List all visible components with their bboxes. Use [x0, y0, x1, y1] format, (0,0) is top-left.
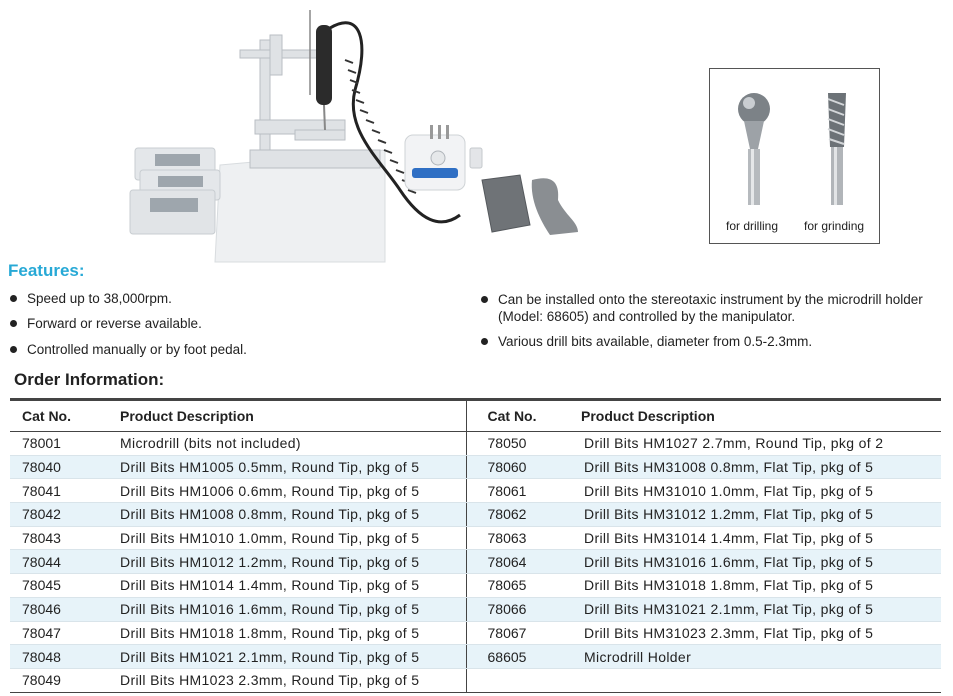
- table-row: [10, 503, 941, 527]
- description-cell: Drill Bits HM1027 2.7mm, Round Tip, pkg of 2: [566, 432, 941, 456]
- cat-no-cell: 78061: [466, 479, 566, 503]
- round-tip-bit: [738, 93, 770, 205]
- cat-no-cell: 78063: [466, 526, 566, 550]
- table-row: [10, 432, 941, 456]
- description-cell: Drill Bits HM31021 2.1mm, Flat Tip, pkg of 5: [566, 597, 941, 621]
- description-cell: Drill Bits HM31016 1.6mm, Flat Tip, pkg of 5: [566, 550, 941, 574]
- drilling-caption: for drilling: [726, 219, 779, 233]
- cat-no-cell: 78049: [10, 668, 96, 692]
- order-information-heading: Order Information:: [14, 370, 165, 389]
- cat-no-cell: 78044: [10, 550, 96, 574]
- cat-no-cell: 78047: [10, 621, 96, 645]
- table-row: [10, 645, 941, 669]
- cat-no-cell: 78043: [10, 526, 96, 550]
- cat-no-cell: 78060: [466, 455, 566, 479]
- column-header-cat-no: Cat No.: [10, 400, 96, 432]
- description-cell: Microdrill Holder: [566, 645, 941, 669]
- cat-no-cell: 78045: [10, 574, 96, 598]
- table-row: [10, 597, 941, 621]
- bullet-icon: [10, 320, 17, 327]
- feature-item: Can be installed onto the stereotaxic instrument by the microdrill holder (Model: 68605) and controlled by the manipulator.: [481, 291, 941, 325]
- description-cell: Drill Bits HM31014 1.4mm, Flat Tip, pkg of 5: [566, 526, 941, 550]
- feature-item: Controlled manually or by foot pedal.: [10, 341, 450, 358]
- description-cell: Drill Bits HM1012 1.2mm, Round Tip, pkg of 5: [96, 550, 466, 574]
- feature-item: Forward or reverse available.: [10, 315, 450, 332]
- cat-no-cell: 78042: [10, 503, 96, 527]
- table-row: [10, 668, 941, 692]
- control-unit-stack: [130, 148, 220, 234]
- table-row: [10, 455, 941, 479]
- feature-item: Various drill bits available, diameter from 0.5-2.3mm.: [481, 333, 941, 350]
- table-row: [10, 526, 941, 550]
- cat-no-cell: 78046: [10, 597, 96, 621]
- features-heading: Features:: [8, 261, 85, 280]
- grinding-caption: for grinding: [804, 219, 865, 233]
- flat-tip-bit: [828, 93, 846, 205]
- motor-controller: [405, 125, 482, 190]
- column-header-cat-no: Cat No.: [466, 400, 566, 432]
- cat-no-cell: 78048: [10, 645, 96, 669]
- description-cell: [566, 668, 941, 692]
- bullet-icon: [10, 295, 17, 302]
- description-cell: Drill Bits HM1021 2.1mm, Round Tip, pkg of 5: [96, 645, 466, 669]
- description-cell: Drill Bits HM1016 1.6mm, Round Tip, pkg of 5: [96, 597, 466, 621]
- order-table: [10, 398, 941, 693]
- description-cell: Drill Bits HM31023 2.3mm, Flat Tip, pkg of 5: [566, 621, 941, 645]
- cat-no-cell: 78062: [466, 503, 566, 527]
- cat-no-cell: 78041: [10, 479, 96, 503]
- description-cell: Drill Bits HM1018 1.8mm, Round Tip, pkg of 5: [96, 621, 466, 645]
- description-cell: Drill Bits HM1008 0.8mm, Round Tip, pkg of 5: [96, 503, 466, 527]
- description-cell: Drill Bits HM1014 1.4mm, Round Tip, pkg of 5: [96, 574, 466, 598]
- cat-no-cell: [466, 668, 566, 692]
- cat-no-cell: 78067: [466, 621, 566, 645]
- microdrill-system-photo: [120, 0, 590, 268]
- table-row: [10, 550, 941, 574]
- column-header-description: Product Description: [96, 400, 466, 432]
- feature-item: Speed up to 38,000rpm.: [10, 290, 450, 307]
- drill-handpiece: [310, 10, 332, 130]
- description-cell: Drill Bits HM31018 1.8mm, Flat Tip, pkg of 5: [566, 574, 941, 598]
- description-cell: Drill Bits HM1023 2.3mm, Round Tip, pkg of 5: [96, 668, 466, 692]
- cat-no-cell: 78001: [10, 432, 96, 456]
- description-cell: Drill Bits HM31010 1.0mm, Flat Tip, pkg of 5: [566, 479, 941, 503]
- bullet-icon: [481, 338, 488, 345]
- drill-bit-images-panel: [709, 68, 880, 244]
- description-cell: Drill Bits HM1006 0.6mm, Round Tip, pkg of 5: [96, 479, 466, 503]
- bullet-icon: [481, 296, 488, 303]
- bullet-icon: [10, 346, 17, 353]
- column-header-description: Product Description: [566, 400, 941, 432]
- description-cell: Microdrill (bits not included): [96, 432, 466, 456]
- table-row: [10, 574, 941, 598]
- description-cell: Drill Bits HM1010 1.0mm, Round Tip, pkg of 5: [96, 526, 466, 550]
- cat-no-cell: 78064: [466, 550, 566, 574]
- table-header-row: [10, 400, 941, 432]
- cat-no-cell: 78066: [466, 597, 566, 621]
- foot-pedal: [482, 175, 578, 235]
- description-cell: Drill Bits HM31012 1.2mm, Flat Tip, pkg of 5: [566, 503, 941, 527]
- table-row: [10, 479, 941, 503]
- table-row: [10, 621, 941, 645]
- description-cell: Drill Bits HM31008 0.8mm, Flat Tip, pkg of 5: [566, 455, 941, 479]
- cat-no-cell: 78065: [466, 574, 566, 598]
- cat-no-cell: 78040: [10, 455, 96, 479]
- cat-no-cell: 78050: [466, 432, 566, 456]
- cat-no-cell: 68605: [466, 645, 566, 669]
- description-cell: Drill Bits HM1005 0.5mm, Round Tip, pkg of 5: [96, 455, 466, 479]
